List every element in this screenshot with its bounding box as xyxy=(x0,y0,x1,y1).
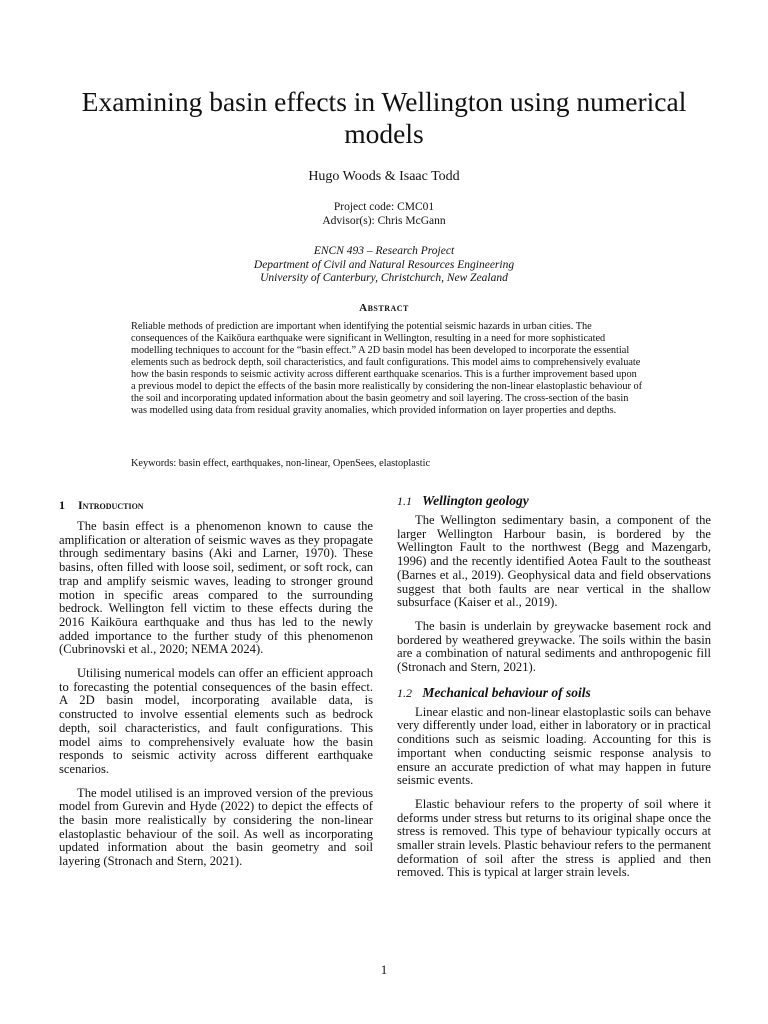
subsection-heading-wellington-geology xyxy=(397,493,711,509)
paragraph: Linear elastic and non-linear elastoplastic soils can behave very differently under load, either in laboratory or in practical conditions such as seismic loading. Accounting for this is important when conducting seismic response analysis to ensure an accurate prediction of what may happen in future seismic events. xyxy=(397,704,711,788)
section-title: Introduction xyxy=(78,498,144,512)
section-heading-introduction xyxy=(59,497,373,513)
paragraph: The basin is underlain by greywacke basement rock and bordered by weathered greywacke. The soils within the basin are a combination of natural sediments and anthropogenic fill (Stronach and Stern, 2021). xyxy=(397,618,711,675)
paragraph: The basin effect is a phenomenon known to cause the amplification or alteration of seismic waves as they propagate through sedimentary basins (Aki and Larner, 1970). These basins, often filled with loose soil, sediment, or soft rock, can trap and amplify seismic waves, leading to stronger ground motion in specific areas compared to the surrounding bedrock. Wellington fell victim to these effects during the 2016 Kaikōura earthquake and thus has led to the newly added importance to the further study of this phenomenon (Cubrinovski et al., 2020; NEMA 2024). xyxy=(59,519,373,657)
paragraph: Elastic behaviour refers to the property of soil where it deforms under stress but returns to its original shape once the stress is removed. This type of behaviour typically occurs at smaller strain levels. Plastic behaviour refers to the permanent deformation of soil after the stress is applied and then removed. This is typical at larger strain levels. xyxy=(397,796,711,880)
abstract-heading: Abstract xyxy=(359,302,409,314)
page-number: 1 xyxy=(380,962,388,977)
paper-title: Examining basin effects in Wellington using numerical models xyxy=(81,86,687,149)
section-number: 1 xyxy=(59,498,65,512)
authors: Hugo Woods & Isaac Todd xyxy=(308,169,460,184)
subsection-title: Mechanical behaviour of soils xyxy=(422,684,591,700)
course-name: ENCN 493 – Research Project xyxy=(313,245,455,257)
paragraph: The model utilised is an improved version of the previous model from Gurevin and Hyde (2022) to depict the effects of the basin more realistically by considering the non-linear elastoplastic behaviour of the soil. As well as incorporating updated information about the basin geometry and soil layering (Stronach and Stern, 2021). xyxy=(59,785,373,869)
subsection-title: Wellington geology xyxy=(422,493,529,508)
subsection-number: 1.2 xyxy=(397,685,412,700)
paragraph: Utilising numerical models can offer an efficient approach to forecasting the potential consequences of the basin effect. A 2D basin model, incorporating available data, is constructed to involve essential elements such as bedrock depth, soil characteristics, and fault configurations. This model aims to comprehensively evaluate how the basin responds to seismic activity across different earthquake scenarios. xyxy=(59,666,373,776)
department: Department of Civil and Natural Resources Engineering xyxy=(253,258,515,271)
project-info xyxy=(60,200,708,228)
affiliation xyxy=(60,245,708,286)
abstract-text: Reliable methods of prediction are important when identifying the potential seismic hazards in urban cities. The consequences of the Kaikōura earthquake were significant in Wellington, resulting in a need for more sophisticated modelling techniques to account for the “basin effect.” A 2D basin model has been developed to incorporate the essential elements such as bedrock depth, soil characteristics, and fault configurations. This model aims to comprehensively evaluate how the basin responds to seismic activity across different earthquake scenarios. This is a further improvement based upon a previous model to depict the effects of the basin more realistically by considering the non-linear elastoplastic behaviour of the soil and incorporating updated information about the basin geometry and soil layering. The cross-section of the basin was modelled using data from residual gravity anomalies, which provided information on layer properties and depths. xyxy=(131,321,643,417)
subsection-heading-mechanical-behaviour xyxy=(397,685,711,701)
project-code: Project code: CMC01 xyxy=(333,201,435,213)
keywords: Keywords: basin effect, earthquakes, non-linear, OpenSees, elastoplastic xyxy=(131,458,431,469)
university: University of Canterbury, Christchurch, New Zealand xyxy=(260,272,508,284)
paragraph: The Wellington sedimentary basin, a component of the larger Wellington Harbour basin, is bordered by the Wellington Fault to the northwest (Begg and Mazengarb, 1996) and the recently identified Aotea Fault to the southeast (Barnes et al., 2019). Geophysical data and field observations suggest that both faults are near vertical in the shallow subsurface (Kaiser et al., 2019). xyxy=(397,513,711,610)
advisors: Advisor(s): Chris McGann xyxy=(322,215,446,227)
right-column xyxy=(397,493,711,890)
left-column xyxy=(59,493,373,879)
subsection-number: 1.1 xyxy=(397,494,412,508)
